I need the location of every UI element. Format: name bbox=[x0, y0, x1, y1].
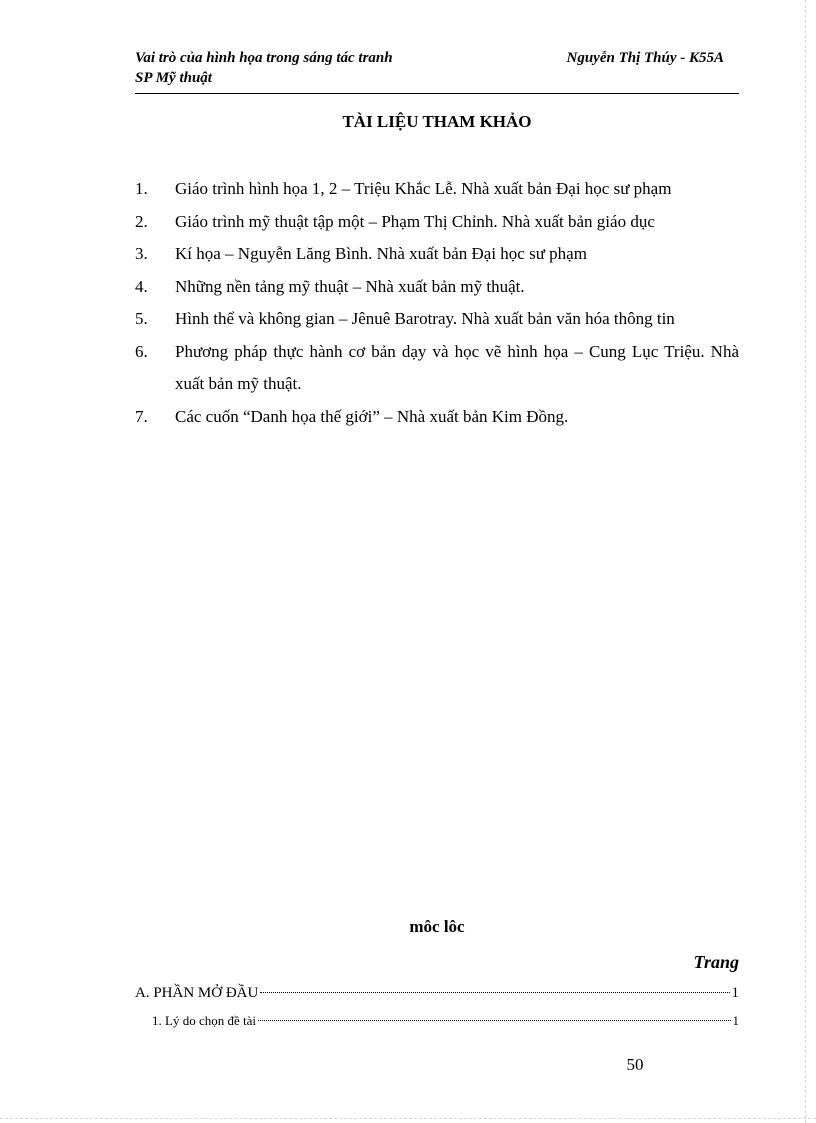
reference-item bbox=[135, 336, 739, 401]
references-list bbox=[135, 173, 739, 433]
toc-entry[interactable] bbox=[135, 982, 739, 1004]
page-number: 50 bbox=[626, 1055, 644, 1074]
page-header bbox=[135, 48, 739, 94]
page-edge-right bbox=[805, 0, 806, 1123]
reference-item bbox=[135, 401, 739, 434]
toc-entry-text: 1. Lý do chọn đề tài bbox=[152, 1013, 256, 1028]
reference-item bbox=[135, 238, 739, 271]
toc-title: môc lôc bbox=[409, 917, 465, 936]
reference-number: 7. bbox=[135, 406, 148, 426]
toc-leader-dots bbox=[260, 992, 729, 993]
reference-number: 2. bbox=[135, 211, 148, 231]
reference-item bbox=[135, 173, 739, 206]
toc-page-label: Trang bbox=[693, 952, 739, 972]
reference-item bbox=[135, 206, 739, 239]
toc-entry-page: 1 bbox=[732, 1013, 739, 1028]
reference-text: Giáo trình hình họa 1, 2 – Triệu Khắc Lễ. Nhà xuất bản Đại học sư phạm bbox=[175, 179, 672, 198]
header-author: Nguyễn Thị Thúy - K55A bbox=[566, 50, 724, 66]
header-subtitle: SP Mỹ thuật bbox=[135, 70, 212, 86]
reference-item bbox=[135, 303, 739, 336]
reference-text: Hình thể và không gian – Jênuê Barotray. Nhà xuất bản văn hóa thông tin bbox=[175, 309, 675, 328]
toc-entry-page: 1 bbox=[731, 985, 739, 1001]
page-edge-bottom bbox=[0, 1118, 816, 1119]
reference-text: Những nền tảng mỹ thuật – Nhà xuất bản mỹ thuật. bbox=[175, 276, 525, 296]
reference-text: Kí họa – Nguyễn Lăng Bình. Nhà xuất bản Đại học sư phạm bbox=[175, 244, 587, 263]
reference-text: Phương pháp thực hành cơ bản dạy và học vẽ hình họa – Cung Lục Triệu. Nhà xuất bản mỹ thuật. bbox=[175, 341, 739, 393]
reference-number: 1. bbox=[135, 179, 148, 198]
header-title: Vai trò của hình họa trong sáng tác tranh bbox=[135, 50, 393, 66]
header-left bbox=[135, 48, 393, 88]
reference-item bbox=[135, 271, 739, 304]
reference-number: 6. bbox=[135, 341, 148, 361]
toc-entry[interactable] bbox=[152, 1011, 739, 1031]
toc-leader-dots bbox=[258, 1020, 731, 1021]
reference-number: 4. bbox=[135, 276, 148, 296]
reference-text: Các cuốn “Danh họa thế giới” – Nhà xuất bản Kim Đồng. bbox=[175, 406, 569, 426]
references-title: TÀI LIỆU THAM KHẢO bbox=[342, 112, 532, 131]
reference-number: 3. bbox=[135, 244, 148, 263]
toc-entry-text: A. PHẦN MỞ ĐẦU bbox=[135, 985, 259, 1001]
reference-number: 5. bbox=[135, 309, 148, 328]
reference-text: Giáo trình mỹ thuật tập một – Phạm Thị Chỉnh. Nhà xuất bản giáo dục bbox=[175, 211, 655, 231]
